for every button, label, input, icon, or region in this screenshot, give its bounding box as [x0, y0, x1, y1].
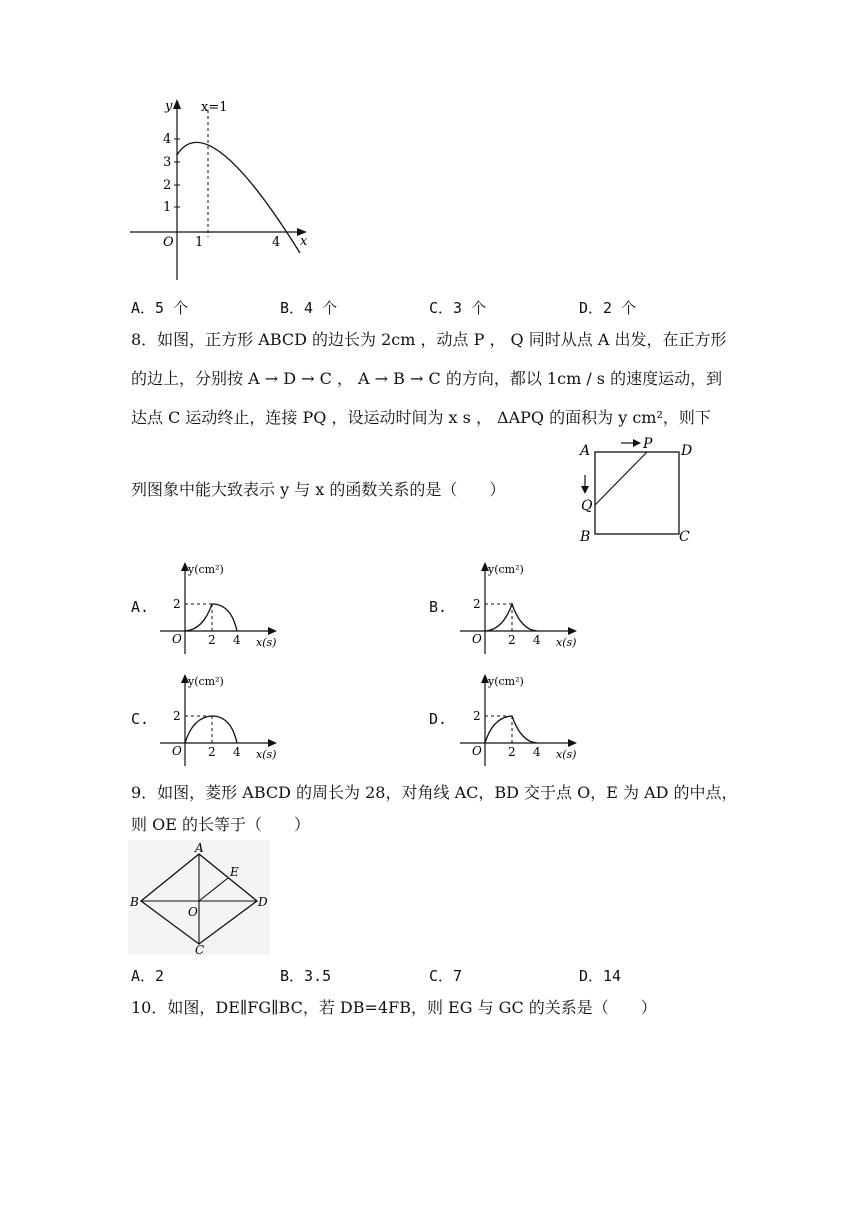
q8-option-b[interactable]: B.	[429, 598, 448, 616]
q8-graph-b	[455, 558, 585, 658]
q8-graph-c-four: 4	[233, 745, 241, 759]
q8-graph-a	[155, 558, 285, 658]
q8-text-line-1: 8．如图，正方形 ABCD 的边长为 2cm ，动点 P ， Q 同时从点 A 出发，在正方形	[131, 330, 727, 349]
q7-option-d[interactable]	[579, 297, 636, 318]
q9-option-d[interactable]	[579, 965, 621, 986]
q7-option-a-letter: A．	[131, 299, 156, 317]
q7-option-d-text: 2 个	[603, 299, 637, 317]
q8-graph-b-ylabel: y(cm²)	[488, 563, 524, 576]
q8-graph-d-ylabel: y(cm²)	[488, 675, 524, 688]
q9-option-d-text: 14	[603, 967, 622, 985]
q9-option-a[interactable]	[131, 965, 164, 986]
q8-graph-b-two-x: 2	[508, 633, 516, 647]
q10-text-line-1: 10．如图，DE∥FG∥BC，若 DB=4FB，则 EG 与 GC 的关系是（ ）	[131, 998, 657, 1017]
q7-xlabel: x	[300, 234, 308, 249]
q9-option-b-letter: B．	[280, 967, 305, 985]
q9-option-d-letter: D．	[579, 967, 604, 985]
q7-ytick-1: 1	[163, 200, 172, 215]
q9-option-c[interactable]	[429, 965, 462, 986]
q7-option-c-letter: C．	[429, 299, 454, 317]
q9-rhombus-figure	[128, 840, 270, 955]
q8-graph-c-xlabel: x(s)	[256, 748, 277, 761]
q9-label-c: C	[195, 943, 205, 955]
q8-option-d[interactable]: D.	[429, 710, 448, 728]
q8-graph-b-origin: O	[472, 632, 482, 646]
q7-ytick-2: 2	[163, 178, 172, 193]
q7-option-c-text: 3 个	[453, 299, 487, 317]
q8-label-q: Q	[581, 498, 593, 514]
q9-label-o: O	[188, 905, 198, 919]
q9-label-e: E	[230, 865, 239, 879]
q8-text-line-4: 列图象中能大致表示 y 与 x 的函数关系的是（ ）	[131, 480, 506, 499]
q8-graph-d-xlabel: x(s)	[556, 748, 577, 761]
q9-label-d: D	[258, 895, 268, 909]
q8-graph-d-two-y: 2	[473, 709, 481, 723]
q7-option-a-text: 5 个	[155, 299, 189, 317]
q8-square-figure	[575, 435, 700, 550]
q8-graph-a-origin: O	[172, 632, 182, 646]
q8-option-a[interactable]: A.	[131, 598, 150, 616]
q8-graph-a-four: 4	[233, 633, 241, 647]
q8-label-p: P	[643, 436, 653, 452]
q7-ytick-4: 4	[163, 132, 172, 147]
q8-graph-d-four: 4	[533, 745, 541, 759]
q7-option-b-letter: B．	[280, 299, 305, 317]
q8-graph-b-xlabel: x(s)	[556, 636, 577, 649]
q8-label-b: B	[580, 529, 591, 545]
q8-graph-a-two-x: 2	[208, 633, 216, 647]
q9-text-line-1: 9．如图，菱形 ABCD 的周长为 28，对角线 AC，BD 交于点 O，E 为 AD 的中点，	[131, 783, 738, 802]
q7-xtick-1: 1	[195, 235, 204, 250]
q8-graph-c-ylabel: y(cm²)	[188, 675, 224, 688]
q7-parabola-graph	[125, 95, 320, 285]
q9-option-b[interactable]	[280, 965, 331, 986]
q8-graph-d	[455, 670, 585, 770]
q9-option-a-letter: A．	[131, 967, 156, 985]
q8-graph-b-four: 4	[533, 633, 541, 647]
q8-label-c: C	[679, 529, 690, 545]
q8-graph-c-two-x: 2	[208, 745, 216, 759]
q7-option-b-text: 4 个	[304, 299, 338, 317]
q8-option-c[interactable]: C.	[131, 710, 150, 728]
q7-xtick-4: 4	[272, 235, 281, 250]
q7-option-a[interactable]	[131, 297, 188, 318]
q8-graph-d-two-x: 2	[508, 745, 516, 759]
q9-label-b: B	[130, 895, 139, 909]
q8-graph-c	[155, 670, 285, 770]
q9-option-b-text: 3.5	[304, 967, 332, 985]
q8-graph-a-two-y: 2	[173, 597, 181, 611]
q8-graph-a-ylabel: y(cm²)	[188, 563, 224, 576]
q9-option-c-letter: C．	[429, 967, 454, 985]
q7-origin: O	[163, 235, 174, 250]
q9-text-line-2: 则 OE 的长等于（ ）	[131, 815, 310, 834]
q8-graph-d-origin: O	[472, 744, 482, 758]
q8-label-d: D	[681, 443, 693, 459]
q8-graph-a-xlabel: x(s)	[256, 636, 277, 649]
q8-graph-c-two-y: 2	[173, 709, 181, 723]
q8-label-a: A	[580, 443, 591, 459]
q8-text-line-3: 达点 C 运动终止，连接 PQ ，设运动时间为 x s ， ΔAPQ 的面积为 y cm²，则下	[131, 408, 711, 427]
q8-graph-c-origin: O	[172, 744, 182, 758]
q7-option-b[interactable]	[280, 297, 337, 318]
q7-option-c[interactable]	[429, 297, 486, 318]
q8-text-line-2: 的边上，分别按 A → D → C ， A → B → C 的方向，都以 1cm / s 的速度运动，到	[131, 369, 723, 388]
q9-label-a: A	[195, 841, 204, 855]
q9-option-c-text: 7	[453, 967, 463, 985]
q9-option-a-text: 2	[155, 967, 165, 985]
q8-graph-b-two-y: 2	[473, 597, 481, 611]
q7-option-d-letter: D．	[579, 299, 604, 317]
q7-ytick-3: 3	[163, 155, 172, 170]
q7-vline-label: x=1	[201, 100, 228, 115]
q7-ylabel: y	[165, 99, 173, 114]
